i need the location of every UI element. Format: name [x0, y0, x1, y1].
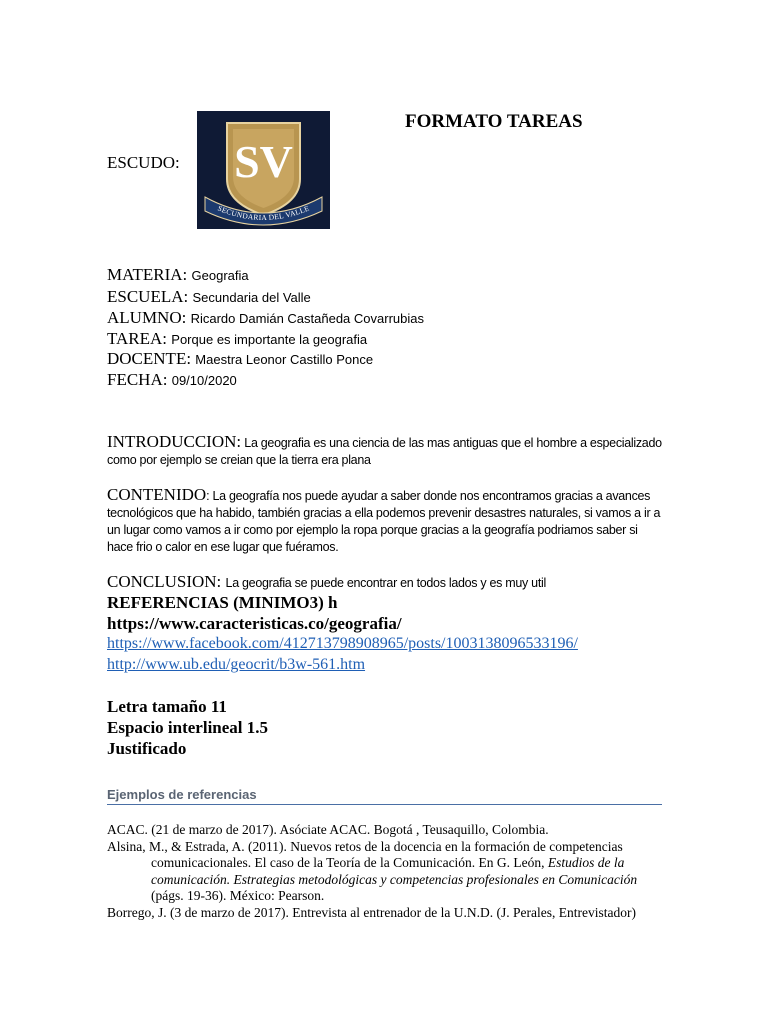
format-note-font-size: Letra tamaño 11 — [107, 697, 227, 716]
reference-examples-list — [107, 822, 667, 921]
logo-initials: SV — [234, 136, 293, 187]
heading-divider — [107, 804, 662, 805]
format-note-alignment: Justificado — [107, 739, 187, 758]
contenido-section — [107, 486, 662, 556]
field-tarea: TAREA: Porque es importante la geografia — [107, 329, 368, 348]
escudo-label: ESCUDO: — [107, 153, 180, 172]
contenido-text: : La geografía nos puede ayudar a saber donde nos encontramos gracias a avances tecnológicos que ha habido, también gracias a ella podemos prevenir desastres naturales, si vamos a ir a un lugar como vamos a ir como por ejemplo la ropa porque gracias a la geografía podriamos saber si hace frio o calor en ese lugar que fuéramos. — [107, 489, 661, 554]
introduccion-text: La geografia es una ciencia de las mas antiguas que el hombre a especializado como por ejemplo se creian que la tierra era plana — [107, 436, 662, 467]
field-alumno: ALUMNO: Ricardo Damián Castañeda Covarrubias — [107, 308, 424, 327]
contenido-label: CONTENIDO — [107, 485, 207, 504]
conclusion-section — [107, 572, 546, 592]
field-docente: DOCENTE: Maestra Leonor Castillo Ponce — [107, 349, 374, 368]
field-materia: MATERIA: Geografia — [107, 265, 249, 284]
document-title: FORMATO TAREAS — [405, 111, 583, 132]
reference-link-facebook[interactable]: https://www.facebook.com/412713798908965/posts/1003138096533196/ — [107, 635, 578, 652]
introduccion-label: INTRODUCCION: — [107, 432, 242, 451]
format-note-line-spacing: Espacio interlineal 1.5 — [107, 718, 269, 737]
field-escuela: ESCUELA: Secundaria del Valle — [107, 287, 311, 306]
logo-ribbon-text: SECUNDARIA DEL VALLE — [216, 203, 311, 223]
introduccion-section — [107, 433, 662, 469]
reference-plain: https://www.caracteristicas.co/geografia/ — [107, 614, 402, 633]
school-logo — [197, 111, 330, 229]
reference-example-1: ACAC. (21 de marzo de 2017). Asóciate ACAC. Bogotá , Teusaquillo, Colombia. — [107, 822, 549, 837]
conclusion-label: CONCLUSION: — [107, 572, 222, 591]
field-fecha: FECHA: 09/10/2020 — [107, 370, 237, 389]
referencias-heading: REFERENCIAS (MINIMO3) h — [107, 593, 338, 612]
reference-link-ub[interactable]: http://www.ub.edu/geocrit/b3w-561.htm — [107, 656, 366, 673]
reference-example-3: Borrego, J. (3 de marzo de 2017). Entrevista al entrenador de la U.N.D. (J. Perales, Entrevistador) — [107, 904, 636, 920]
conclusion-text: La geografia se puede encontrar en todos lados y es muy util — [225, 576, 546, 590]
reference-example-2: Alsina, M., & Estrada, A. (2011). Nuevos retos de la docencia en la formación de competencias comunicacionales. El caso de la Teoría de la Comunicación. En G. León, Estudios de la comunicación. Estrategias metodológicas y competencias profesionales en Comunicación (págs. 19-36). México: Pearson. — [107, 838, 638, 903]
ejemplos-heading: Ejemplos de referencias — [107, 787, 257, 802]
